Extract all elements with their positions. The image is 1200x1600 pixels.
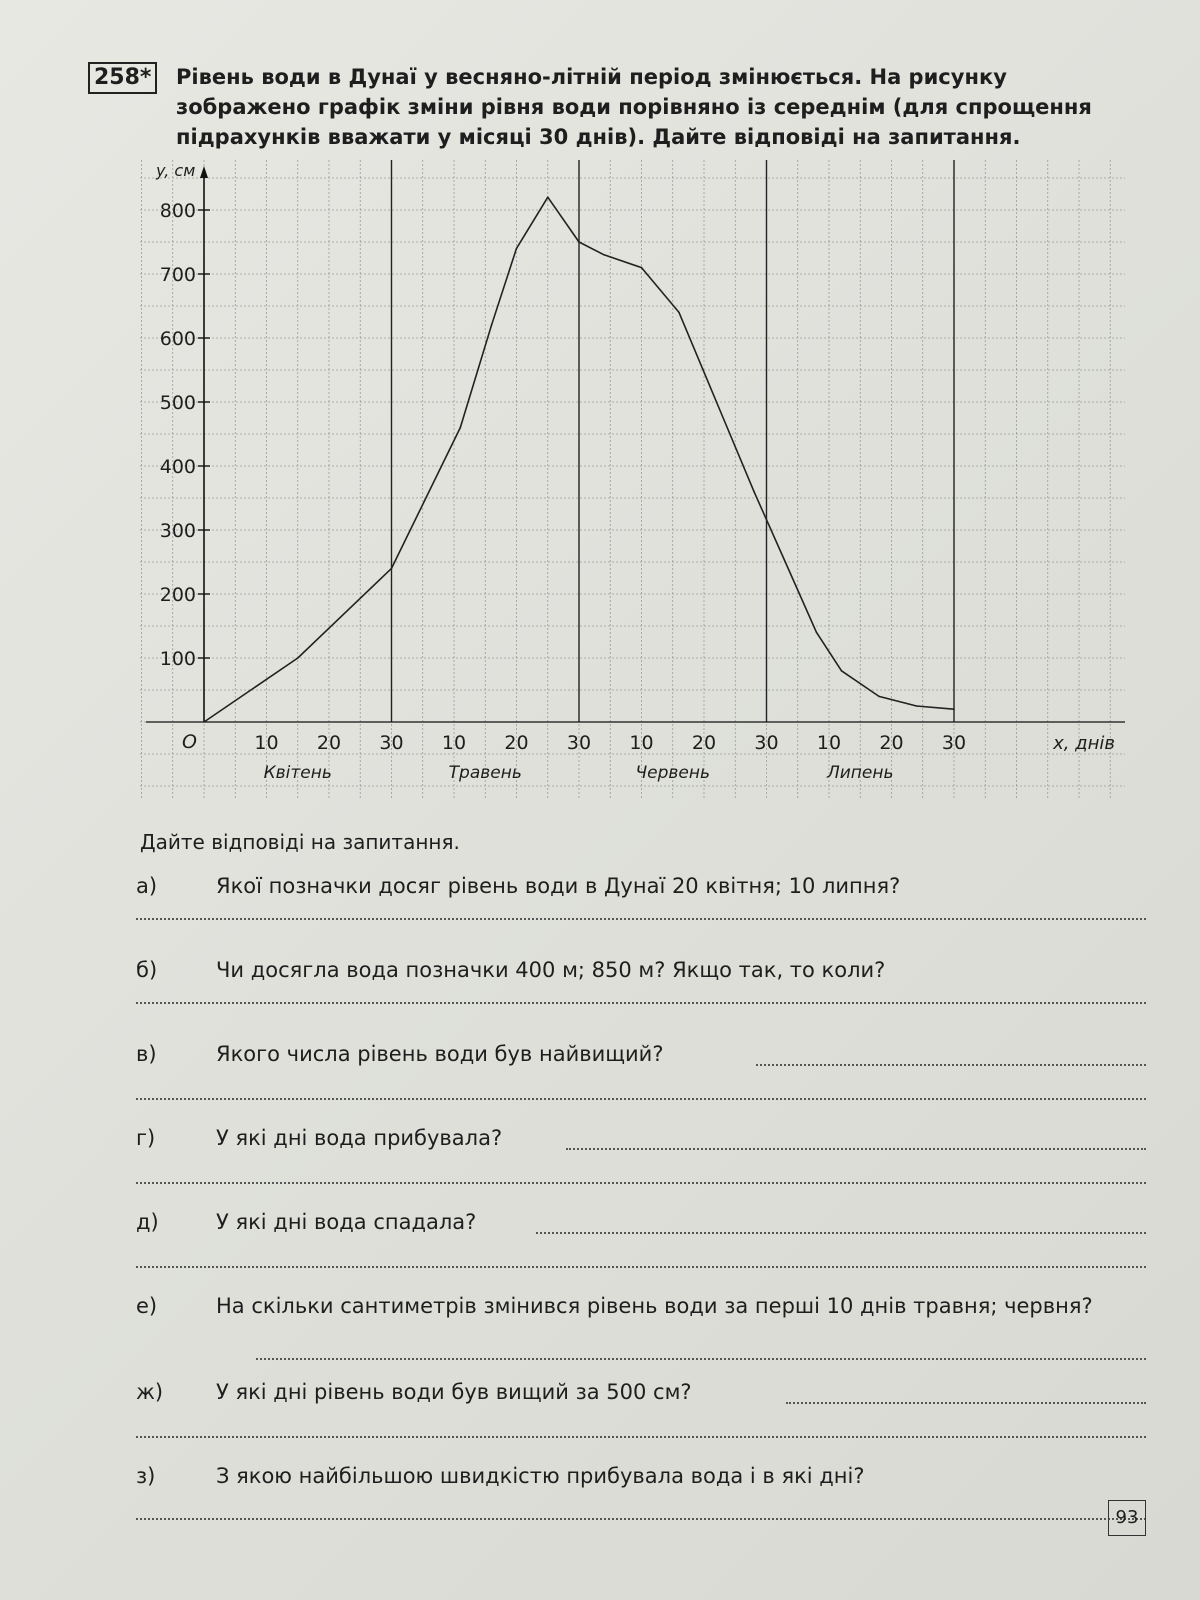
data-point [753, 491, 755, 493]
questions-title: Дайте відповіді на запитання. [140, 830, 460, 854]
data-point [578, 241, 580, 243]
answer-line[interactable] [136, 1182, 1146, 1184]
question-d [136, 1204, 1146, 1288]
x-tick-label: 10 [441, 732, 467, 754]
data-point [297, 657, 299, 659]
y-tick-label: 100 [159, 648, 196, 670]
y-tick-label: 700 [159, 264, 196, 286]
question-text: Якого числа рівень води був найвищий? [216, 1042, 664, 1066]
question-text: У які дні рівень води був вищий за 500 см? [216, 1380, 692, 1404]
question-text: У які дні вода прибувала? [216, 1126, 503, 1150]
y-tick-label: 800 [159, 200, 196, 222]
x-tick-label: 20 [879, 732, 904, 754]
data-point [459, 427, 461, 429]
origin-label: O [182, 731, 197, 753]
x-tick-label: 10 [629, 732, 654, 754]
answer-line[interactable] [756, 1064, 1146, 1066]
data-point [603, 254, 605, 256]
month-label: Травень [448, 763, 522, 783]
question-letter: г) [136, 1126, 156, 1150]
data-point [916, 705, 918, 707]
question-e [136, 1288, 1146, 1374]
question-text: Якої позначки досяг рівень води в Дунаї 20 квітня; 10 липня? [216, 874, 901, 898]
answer-line[interactable] [136, 1266, 1146, 1268]
data-point [547, 196, 549, 198]
answer-line[interactable] [536, 1232, 1146, 1234]
data-point [678, 312, 680, 314]
page-number: 93 [1108, 1500, 1146, 1536]
question-letter: а) [136, 874, 158, 898]
data-point [391, 568, 393, 570]
question-letter: б) [136, 958, 158, 982]
x-tick-label: 30 [379, 732, 404, 754]
question-letter: ж) [136, 1380, 164, 1404]
data-point [641, 267, 643, 269]
answer-line[interactable] [136, 1098, 1146, 1100]
y-tick-label: 500 [159, 392, 196, 414]
x-axis-label: x, днів [1053, 733, 1115, 754]
question-text: З якою найбільшою швидкістю прибувала вода і в які дні? [216, 1464, 865, 1488]
data-point [953, 708, 955, 710]
data-point [491, 324, 493, 326]
question-z [136, 1458, 1146, 1542]
month-label: Червень [635, 763, 711, 783]
y-tick-label: 400 [159, 456, 196, 478]
answer-line[interactable] [136, 1002, 1146, 1004]
answer-line[interactable] [566, 1148, 1146, 1150]
x-tick-label: 20 [316, 732, 342, 754]
answer-line[interactable] [256, 1358, 1146, 1360]
questions-list [136, 868, 1146, 1542]
x-tick-label: 20 [504, 732, 529, 754]
question-text: У які дні вода спадала? [216, 1210, 477, 1234]
question-letter: з) [136, 1464, 156, 1488]
water-level-chart [140, 160, 1140, 820]
month-label: Липень [826, 763, 894, 783]
x-tick-label: 30 [941, 732, 967, 754]
question-g [136, 1120, 1146, 1204]
data-point [516, 248, 518, 250]
question-a [136, 868, 1146, 952]
y-axis-arrow [200, 166, 208, 178]
y-axis-label: y, см [156, 161, 196, 180]
y-tick-label: 200 [159, 584, 196, 606]
data-point [784, 561, 786, 563]
answer-line[interactable] [136, 1436, 1146, 1438]
x-tick-label: 10 [816, 732, 842, 754]
question-text: Чи досягла вода позначки 400 м; 850 м? Якщо так, то коли? [216, 958, 886, 982]
question-b [136, 952, 1146, 1036]
answer-line[interactable] [786, 1402, 1146, 1404]
x-tick-label: 10 [254, 732, 279, 754]
question-letter: д) [136, 1210, 159, 1234]
y-tick-label: 600 [159, 328, 196, 350]
x-tick-label: 30 [566, 732, 592, 754]
data-point [716, 401, 718, 403]
y-tick-label: 300 [159, 520, 196, 542]
answer-line[interactable] [136, 918, 1146, 920]
question-zh [136, 1374, 1146, 1458]
data-point [203, 721, 205, 723]
data-point [878, 696, 880, 698]
x-tick-label: 20 [691, 732, 717, 754]
problem-intro: Рівень води в Дунаї у весняно-літній період змінюється. На рисунку зображено графік зміни рівня води порівняно із середнім (для спрощення підрахунків вважати у місяці 30 днів). Дайте відповіді на запитання. [176, 65, 1092, 149]
question-letter: в) [136, 1042, 157, 1066]
data-point [841, 670, 843, 672]
question-text: На скільки сантиметрів змінився рівень води за перші 10 днів травня; червня? [216, 1294, 1093, 1318]
answer-line[interactable] [136, 1518, 1146, 1520]
month-label: Квітень [263, 763, 332, 783]
question-v [136, 1036, 1146, 1120]
task-number: 258* [88, 62, 157, 94]
x-tick-label: 30 [754, 732, 779, 754]
data-point [816, 632, 818, 634]
question-letter: е) [136, 1294, 158, 1318]
